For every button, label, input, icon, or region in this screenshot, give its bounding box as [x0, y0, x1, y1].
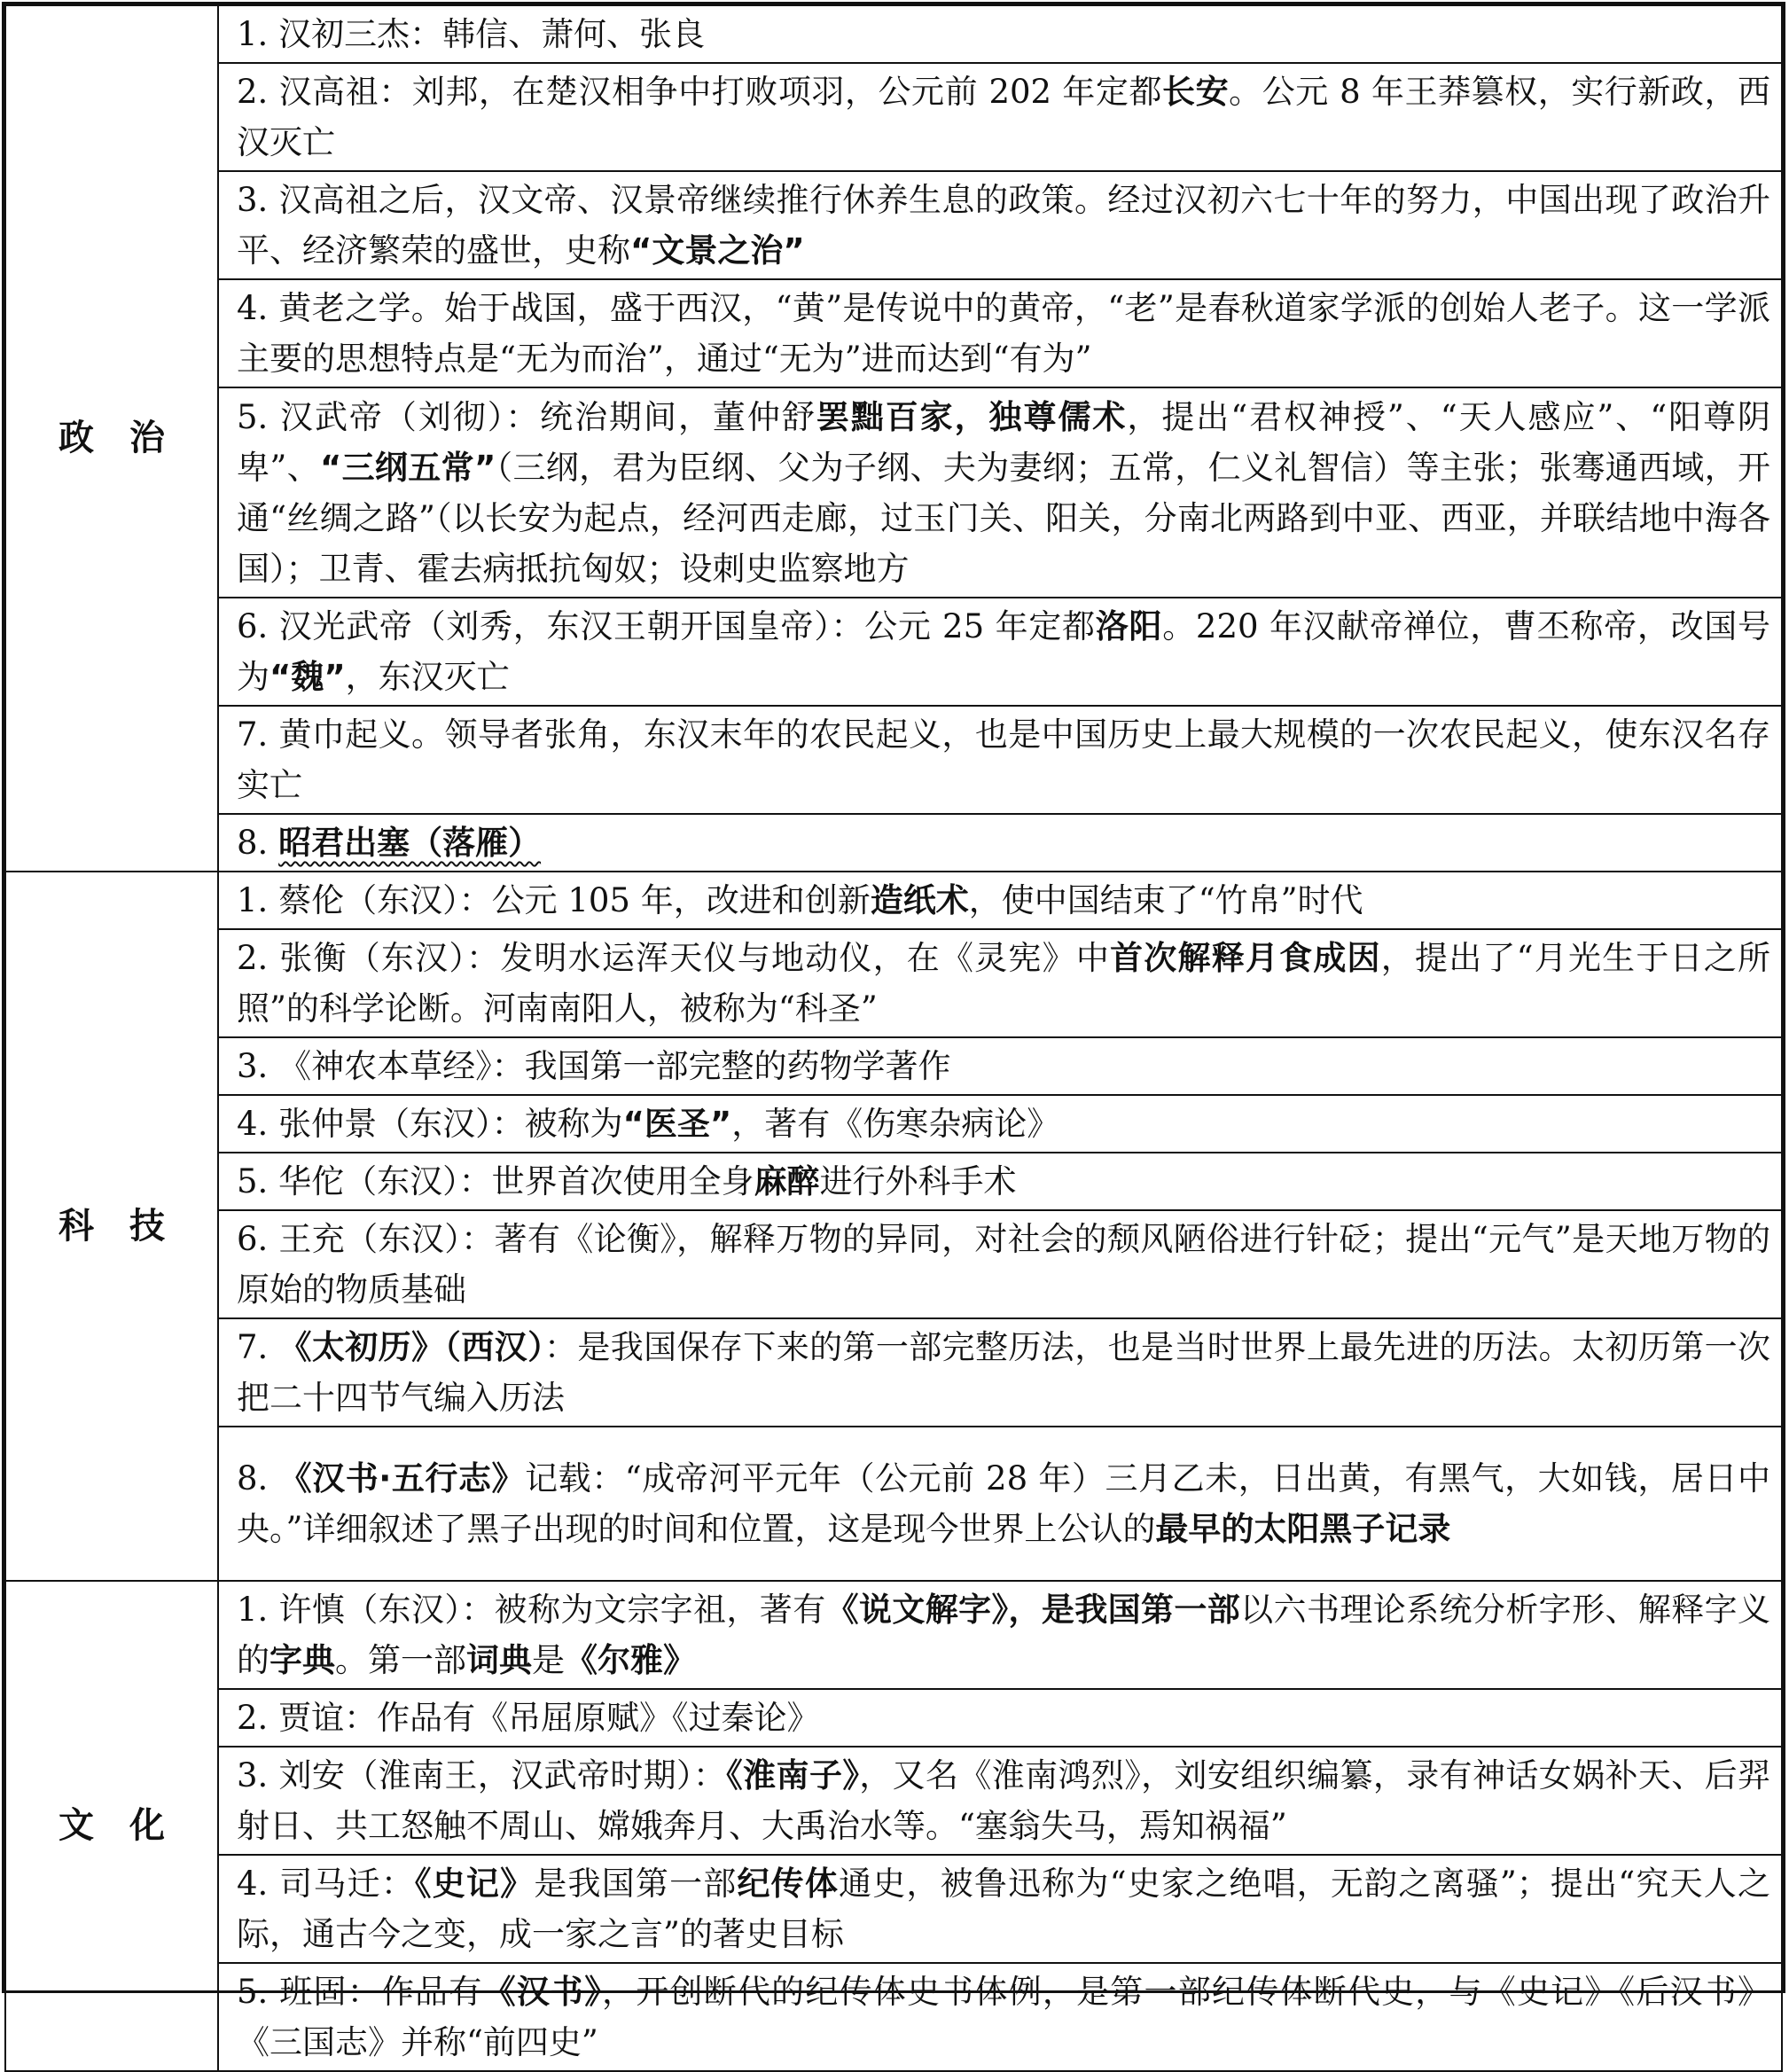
table-row — [5, 63, 1782, 171]
text-run: 通史，被鲁迅称为“史家之绝唱，无韵之离骚”；提出“究天人之际，通古今之变，成一家之言”的著史目标 — [237, 1865, 1770, 1953]
bold-text-run: 《淮南子》 — [726, 1756, 860, 1794]
bold-text-run: “文景之治” — [630, 231, 805, 270]
text-run: 3. 《神农本草经》：我国第一部完整的药物学著作 — [237, 1047, 951, 1085]
table-row — [5, 598, 1782, 706]
tech-item-5 — [218, 1153, 1782, 1210]
tech-item-1 — [218, 872, 1782, 929]
text-run: 6. 王充（东汉）：著有《论衡》，解释万物的异同，对社会的颓风陋俗进行针砭；提出“元气”是天地万物的原始的物质基础 — [237, 1220, 1770, 1309]
bold-text-run: 麻醉 — [754, 1162, 820, 1200]
bold-text-run: 《史记》 — [415, 1865, 535, 1903]
table-row — [5, 1095, 1782, 1153]
text-run: 进行外科手术 — [819, 1162, 1017, 1200]
history-table-page — [2, 2, 1785, 2061]
bold-text-run: “魏” — [270, 658, 346, 696]
text-run: 4. 黄老之学。始于战国，盛于西汉，“黄”是传说中的黄帝，“老”是春秋道家学派的创始人老子。这一学派主要的思想特点是“无为而治”，通过“无为”进而达到“有为” — [237, 289, 1770, 378]
politics-item-7 — [218, 706, 1782, 814]
table-row — [5, 929, 1782, 1037]
text-run: 8. — [237, 1459, 279, 1497]
tech-item-8 — [218, 1427, 1782, 1581]
bold-text-run: 罢黜百家，独尊儒术 — [816, 397, 1128, 436]
bold-text-run: 昭君出塞（落雁） — [278, 824, 542, 862]
culture-item-4 — [218, 1855, 1782, 1963]
table-row — [5, 1153, 1782, 1210]
text-run: ：是我国保存下来的第一部完整历法，也是当时世界上最先进的历法。太初历第一次把二十四节气编入历法 — [237, 1328, 1770, 1417]
text-run: 7. — [237, 1328, 279, 1366]
tech-item-3 — [218, 1037, 1782, 1095]
tech-item-4 — [218, 1095, 1782, 1153]
table-row — [5, 872, 1782, 929]
category-culture: 文化 — [5, 1581, 218, 2071]
table-row — [5, 279, 1782, 387]
text-run: 2. 张衡（东汉）：发明水运浑天仪与地动仪，在《灵宪》中 — [237, 939, 1111, 977]
text-run: 8. — [237, 824, 279, 862]
text-run: （三纲，君为臣纲、父为子纲、夫为妻纲；五常，仁义礼智信）等主张；张骞通西域，开通“丝绸之路”（以长安为起点，经河西走廊，过玉门关、阳关，分南北两路到中亚、西亚，并联结地中海各国）；卫青、霍去病抵抗匈奴；设刺史监察地方 — [237, 448, 1771, 588]
tech-item-2 — [218, 929, 1782, 1037]
table-row — [5, 814, 1782, 872]
text-run: ，著有《伤寒杂病论》 — [731, 1105, 1060, 1143]
bold-text-run: 首次解释月食成因 — [1110, 939, 1381, 977]
table-row — [5, 1210, 1782, 1318]
table-row — [5, 387, 1782, 598]
tech-item-7 — [218, 1318, 1782, 1427]
text-run: 1. 蔡伦（东汉）：公元 105 年，改进和创新 — [237, 881, 871, 919]
bold-text-run: 长安 — [1162, 73, 1230, 111]
bold-text-run: 字典 — [270, 1641, 335, 1679]
text-run: 4. 司马迁： — [237, 1865, 416, 1903]
culture-item-2 — [218, 1689, 1782, 1747]
culture-item-5 — [218, 1963, 1782, 2071]
text-run: 1. 许慎（东汉）：被称为文宗字祖，著有 — [237, 1591, 826, 1629]
bold-text-run: “医圣” — [622, 1105, 732, 1143]
text-run: 1. 汉初三杰：韩信、萧何、张良 — [237, 15, 706, 53]
text-run: ，东汉灭亡 — [345, 658, 510, 696]
table-row — [5, 1689, 1782, 1747]
politics-item-1 — [218, 5, 1782, 63]
bold-text-run: 词典 — [466, 1641, 532, 1679]
text-run: 5. 华佗（东汉）：世界首次使用全身 — [237, 1162, 754, 1200]
politics-item-3 — [218, 171, 1782, 279]
category-technology: 科技 — [5, 872, 218, 1581]
culture-item-1 — [218, 1581, 1782, 1689]
table-row — [5, 171, 1782, 279]
bold-text-run: 最早的太阳黑子记录 — [1155, 1510, 1451, 1548]
text-run: 是我国第一部 — [534, 1865, 738, 1903]
table-row — [5, 706, 1782, 814]
text-run: 2. 汉高祖：刘邦，在楚汉相争中打败项羽，公元前 202 年定都 — [237, 73, 1163, 111]
text-run: ，开创断代的纪传体史书体例，是第一部纪传体断代史，与《史记》《后汉书》《三国志》并称“前四史” — [237, 1973, 1770, 2061]
bold-text-run: 《汉书·五行志》 — [278, 1459, 526, 1497]
text-run: 。公元 8 年王莽篡权，实行新政，西汉灭亡 — [237, 73, 1771, 161]
bold-text-run: 《说文解字》，是我国第一部 — [825, 1591, 1241, 1629]
table-row — [5, 1747, 1782, 1855]
bold-text-run: 纪传体 — [737, 1865, 840, 1903]
table-row — [5, 1427, 1782, 1581]
text-run: 以六书理论系统分析字形、解释字义的 — [237, 1591, 1771, 1679]
bold-text-run: 《汉书》 — [482, 1973, 602, 2011]
bold-text-run: 《太初历》（西汉） — [278, 1328, 544, 1366]
bold-text-run: 《尔雅》 — [565, 1641, 696, 1679]
text-run: 。第一部 — [335, 1641, 466, 1679]
politics-item-5 — [218, 387, 1782, 598]
text-run: ，又名《淮南鸿烈》，刘安组织编纂，录有神话女娲补天、后羿射日、共工怒触不周山、嫦娥奔月、大禹治水等。“塞翁失马，焉知祸福” — [237, 1756, 1771, 1845]
bold-text-run: “三纲五常” — [319, 448, 496, 487]
category-politics: 政治 — [5, 5, 218, 872]
table-row — [5, 1318, 1782, 1427]
table-row — [5, 1581, 1782, 1689]
text-run: 3. 汉高祖之后，汉文帝、汉景帝继续推行休养生息的政策。经过汉初六七十年的努力，中国出现了政治升平、经济繁荣的盛世，史称 — [237, 181, 1770, 270]
han-dynasty-knowledge-table — [4, 4, 1783, 2072]
text-run: 记载：“成帝河平元年（公元前 28 年）三月乙未，日出黄，有黑气，大如钱，居日中央。”详细叙述了黑子出现的时间和位置，这是现今世界上公认的 — [237, 1459, 1770, 1548]
text-run: ，使中国结束了“竹帛”时代 — [968, 881, 1363, 919]
text-run: 。220 年汉献帝禅位，曹丕称帝，改国号为 — [237, 607, 1771, 696]
text-run: 2. 贾谊：作品有《吊屈原赋》《过秦论》 — [237, 1699, 820, 1737]
table-row — [5, 1855, 1782, 1963]
text-run: 7. 黄巾起义。领导者张角，东汉末年的农民起义，也是中国历史上最大规模的一次农民起义，使东汉名存实亡 — [237, 715, 1770, 804]
table-row — [5, 1037, 1782, 1095]
politics-item-6 — [218, 598, 1782, 706]
text-run: 是 — [532, 1641, 565, 1679]
text-run: ，提出了“月光生于日之所照”的科学论断。河南南阳人，被称为“科圣” — [237, 939, 1771, 1028]
politics-item-4 — [218, 279, 1782, 387]
text-run: 6. 汉光武帝（刘秀，东汉王朝开国皇帝）：公元 25 年定都 — [237, 607, 1096, 645]
politics-item-2 — [218, 63, 1782, 171]
table-row — [5, 5, 1782, 63]
text-run: 4. 张仲景（东汉）：被称为 — [237, 1105, 623, 1143]
text-run: 5. 班固：作品有 — [237, 1973, 483, 2011]
tech-item-6 — [218, 1210, 1782, 1318]
text-run: 3. 刘安（淮南王，汉武帝时期）： — [237, 1756, 727, 1794]
politics-item-8 — [218, 814, 1782, 872]
culture-item-3 — [218, 1747, 1782, 1855]
text-run: 5. 汉武帝（刘彻）：统治期间，董仲舒 — [237, 397, 816, 436]
bold-text-run: 洛阳 — [1095, 607, 1163, 645]
text-run: ，提出“君权神授”、“天人感应”、“阳尊阴卑”、 — [237, 397, 1771, 487]
table-row — [5, 1963, 1782, 2071]
bold-text-run: 造纸术 — [870, 881, 969, 919]
